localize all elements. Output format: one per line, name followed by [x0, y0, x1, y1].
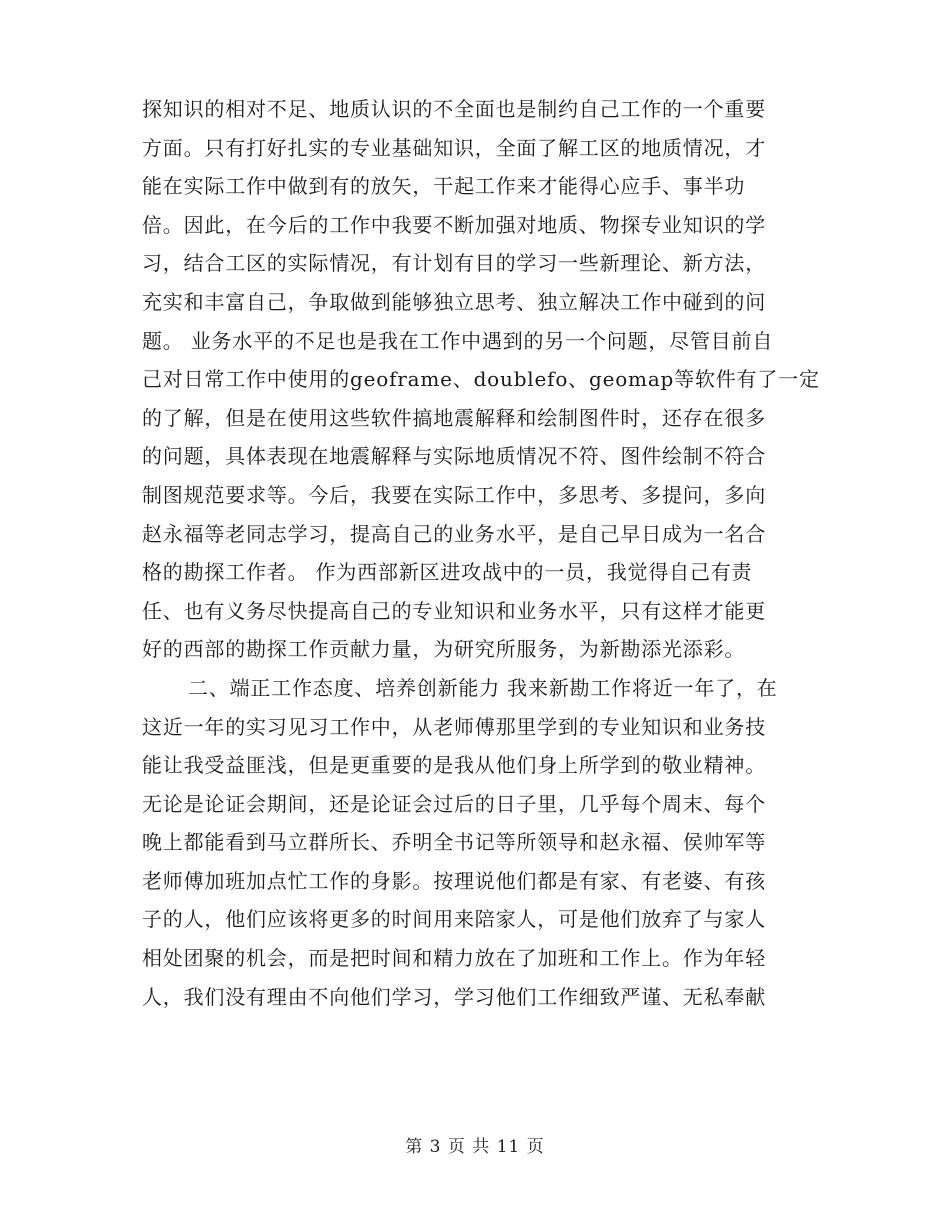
text-line: 子的人，他们应该将更多的时间用来陪家人，可是他们放弃了与家人: [142, 907, 766, 932]
text-line: 己对日常工作中使用的geoframe、doublefo、geomap等软件有了一定: [142, 367, 820, 392]
text-line: 能让我受益匪浅，但是更重要的是我从他们身上所学到的敬业精神。: [142, 753, 766, 778]
text-line: 晚上都能看到马立群所长、乔明全书记等所领导和赵永福、侯帅军等: [142, 830, 766, 855]
text-line: 能在实际工作中做到有的放矢，干起工作来才能得心应手、事半功: [142, 174, 746, 199]
text-line: 的了解，但是在使用这些软件搞地震解释和绘制图件时，还存在很多: [142, 405, 766, 430]
section-heading-line: 二、端正工作态度、培养创新能力 我来新勘工作将近一年了，在: [188, 675, 778, 700]
text-line: 习，结合工区的实际情况，有计划有目的学习一些新理论、新方法，: [142, 251, 766, 276]
text-line: 相处团聚的机会，而是把时间和精力放在了加班和工作上。作为年轻: [142, 946, 766, 971]
body-text: [142, 90, 820, 1016]
text-line: 探知识的相对不足、地质认识的不全面也是制约自己工作的一个重要: [142, 97, 766, 121]
text-line: 题。 业务水平的不足也是我在工作中遇到的另一个问题，尽管目前自: [142, 328, 774, 353]
text-line: 倍。因此，在今后的工作中我要不断加强对地质、物探专业知识的学: [142, 212, 766, 237]
text-line: 老师傅加班加点忙工作的身影。按理说他们都是有家、有老婆、有孩: [142, 868, 766, 893]
text-line: 充实和丰富自己，争取做到能够独立思考、独立解决工作中碰到的问: [142, 289, 766, 314]
text-line: 这近一年的实习见习工作中，从老师傅那里学到的专业知识和业务技: [142, 714, 766, 739]
text-line: 的问题，具体表现在地震解释与实际地质情况不符、图件绘制不符合: [142, 444, 766, 469]
text-line: 好的西部的勘探工作贡献力量，为研究所服务，为新勘添光添彩。: [142, 637, 746, 662]
text-line: 人，我们没有理由不向他们学习，学习他们工作细致严谨、无私奉献: [142, 984, 766, 1009]
text-line: 制图规范要求等。今后，我要在实际工作中，多思考、多提问，多向: [142, 482, 766, 507]
text-line: 无论是论证会期间，还是论证会过后的日子里，几乎每个周末、每个: [142, 791, 766, 816]
page-number-footer: 第 3 页 共 11 页: [405, 1137, 545, 1157]
text-line: 赵永福等老同志学习，提高自己的业务水平，是自己早日成为一名合: [142, 521, 766, 546]
text-line: 任、也有义务尽快提高自己的专业知识和业务水平，只有这样才能更: [142, 598, 766, 623]
text-line: 方面。只有打好扎实的专业基础知识，全面了解工区的地质情况，才: [142, 135, 766, 160]
text-line: 格的勘探工作者。 作为西部新区进攻战中的一员，我觉得自己有责: [142, 560, 753, 585]
